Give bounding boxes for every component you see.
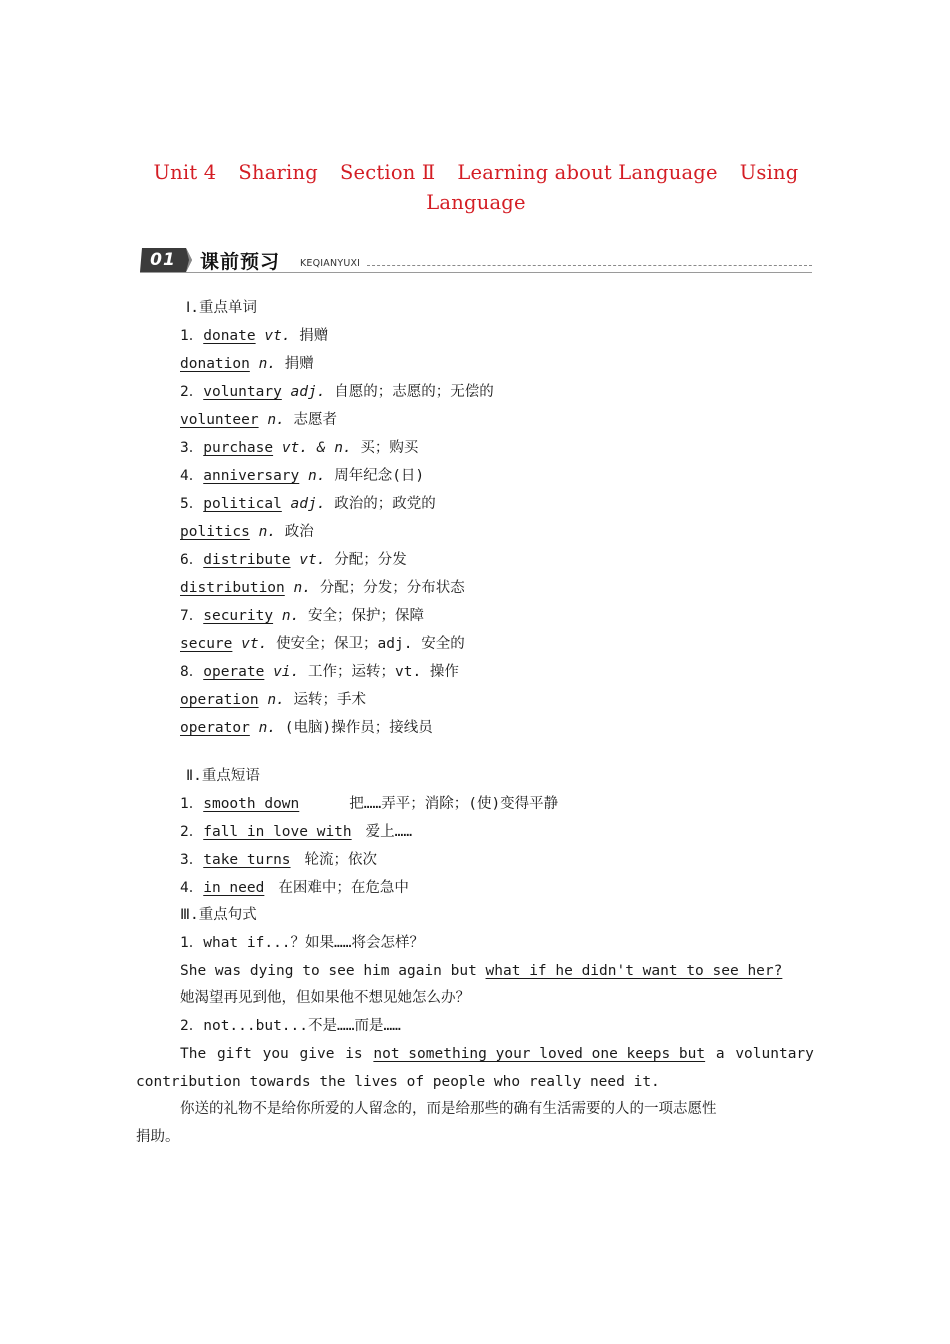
section-banner bbox=[140, 244, 812, 276]
vocab-word: secure bbox=[180, 636, 233, 652]
vocab-entry: 8．operate vi. 工作；运转；vt. 操作 bbox=[180, 664, 459, 680]
vocab-word: anniversary bbox=[203, 468, 300, 484]
phrases-heading: Ⅱ.重点短语 bbox=[186, 768, 260, 784]
vocab-entry: 5．political adj. 政治的；政党的 bbox=[180, 496, 436, 512]
vocab-word: operate bbox=[203, 664, 265, 680]
pattern-2-answer: not something your loved one keeps but bbox=[373, 1046, 706, 1062]
vocab-word: distribute bbox=[203, 552, 291, 568]
vocab-word: donation bbox=[180, 356, 250, 372]
section-label: 课前预习 bbox=[200, 251, 281, 273]
vocab-entry: politics n. 政治 bbox=[180, 524, 314, 540]
vocab-word: voluntary bbox=[203, 384, 282, 400]
title-section: Section Ⅱ bbox=[339, 161, 436, 184]
vocab-entry: 7．security n. 安全；保护；保障 bbox=[180, 608, 425, 624]
vocab-entry: 1．donate vt. 捐赠 bbox=[180, 328, 329, 344]
section-pinyin: KEQIANYUXI bbox=[300, 258, 361, 269]
vocab-word: politics bbox=[180, 524, 250, 540]
vocab-word: operator bbox=[180, 720, 250, 736]
pattern-1-label: 1．what if...？如果……将会怎样？ bbox=[180, 935, 424, 951]
vocab-entry: 6．distribute vt. 分配；分发 bbox=[180, 552, 407, 568]
title-line-2: Language bbox=[426, 191, 526, 214]
title-part-a: Learning about Language bbox=[457, 161, 718, 184]
vocab-word: distribution bbox=[180, 580, 285, 596]
phrase-answer: in need bbox=[203, 880, 265, 896]
section-number: 01 bbox=[150, 250, 176, 270]
phrase-entry: 2．fall in love with 爱上…… bbox=[180, 824, 413, 840]
phrase-answer: smooth down bbox=[203, 796, 300, 812]
vocab-entry: 4．anniversary n. 周年纪念(日) bbox=[180, 468, 425, 484]
banner-dashed-divider bbox=[367, 265, 812, 266]
phrase-answer: fall in love with bbox=[203, 824, 352, 840]
title-line-1 bbox=[136, 158, 816, 188]
vocab-entry: secure vt. 使安全；保卫；adj. 安全的 bbox=[180, 636, 465, 652]
phrase-entry: 4．in need 在困难中；在危急中 bbox=[180, 880, 409, 896]
pattern-1-translation: 她渴望再见到他，但如果他不想见她怎么办？ bbox=[180, 990, 470, 1006]
patterns-heading: Ⅲ.重点句式 bbox=[180, 907, 257, 923]
phrase-answer: take turns bbox=[203, 852, 291, 868]
vocab-entry: operator n. (电脑)操作员；接线员 bbox=[180, 720, 433, 736]
pattern-2-example-line-1: The gift you give is not something your loved one keeps but a voluntary bbox=[180, 1046, 814, 1062]
vocab-word: volunteer bbox=[180, 412, 259, 428]
pattern-2-translation-line-1: 你送的礼物不是给你所爱的人留念的，而是给那些的确有生活需要的人的一项志愿性 bbox=[180, 1101, 717, 1117]
banner-divider bbox=[140, 272, 812, 273]
vocab-entry: 2．voluntary adj. 自愿的；志愿的；无偿的 bbox=[180, 384, 494, 400]
phrase-entry: 1．smooth down 把……弄平；消除；(使)变得平静 bbox=[180, 796, 559, 812]
vocab-heading: Ⅰ.重点单词 bbox=[186, 300, 258, 316]
vocab-word: operation bbox=[180, 692, 259, 708]
pattern-2-label: 2．not...but...不是……而是…… bbox=[180, 1018, 401, 1034]
pattern-1-answer: what if he didn't want to see her? bbox=[485, 963, 783, 979]
pattern-2-example-line-2: contribution towards the lives of people who really need it. bbox=[136, 1074, 660, 1090]
title-part-b: Using bbox=[739, 161, 799, 184]
title-topic: Sharing bbox=[238, 161, 318, 184]
vocab-entry: distribution n. 分配；分发；分布状态 bbox=[180, 580, 465, 596]
pattern-2-translation-line-2: 捐助。 bbox=[136, 1129, 180, 1145]
vocab-word: political bbox=[203, 496, 282, 512]
vocab-entry: 3．purchase vt. & n. 买；购买 bbox=[180, 440, 419, 456]
vocab-word: donate bbox=[203, 328, 256, 344]
vocab-word: security bbox=[203, 608, 274, 624]
vocab-word: purchase bbox=[203, 440, 274, 456]
title-unit: Unit 4 bbox=[153, 161, 217, 184]
document-title bbox=[136, 158, 816, 218]
phrase-entry: 3．take turns 轮流；依次 bbox=[180, 852, 378, 868]
pattern-1-example: She was dying to see him again but what if he didn't want to see her? bbox=[180, 963, 783, 979]
vocab-entry: donation n. 捐赠 bbox=[180, 356, 314, 372]
vocab-entry: operation n. 运转；手术 bbox=[180, 692, 367, 708]
vocab-entry: volunteer n. 志愿者 bbox=[180, 412, 338, 428]
